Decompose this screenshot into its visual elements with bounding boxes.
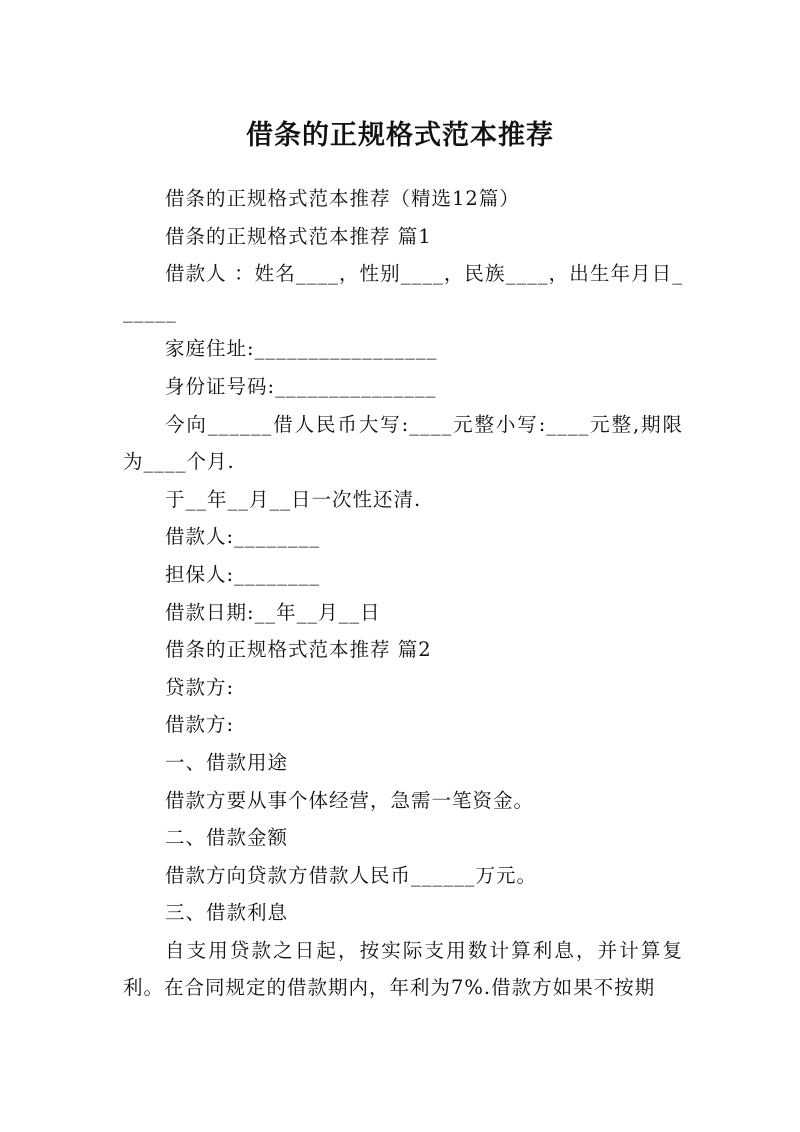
borrower-party-line: 借款方: (165, 713, 235, 737)
borrower-details-line: 借款人 ：姓名____，性别____，民族____，出生年月日______ (123, 262, 683, 323)
guarantor-signature-line: 担保人:________ (165, 562, 321, 586)
home-address-line: 家庭住址:_________________ (165, 337, 438, 361)
borrower-signature-line: 借款人:________ (165, 525, 321, 549)
loan-date-line: 借款日期:__年__月__日 (165, 600, 381, 624)
clause-heading-interest: 三、借款利息 (165, 901, 289, 925)
clause-heading-purpose: 一、借款用途 (165, 750, 289, 774)
clause-text-interest: 自支用贷款之日起，按实际支用数计算利息，并计算复利。在合同规定的借款期内，年利为7%.借款方如果不按期 (123, 938, 683, 1000)
id-number-line: 身份证号码:_______________ (165, 374, 437, 398)
document-title: 借条的正规格式范本推荐 (246, 120, 554, 152)
paragraph-collection-heading: 借条的正规格式范本推荐（精选12篇） (165, 187, 520, 210)
clause-heading-amount: 二、借款金额 (165, 826, 289, 850)
loan-amount-line: 今向______借人民币大写:____元整小写:____元整,期限为____个月. (123, 412, 683, 474)
lender-line: 贷款方: (165, 675, 235, 699)
section-heading-2: 借条的正规格式范本推荐 篇2 (165, 638, 432, 662)
repayment-date-line: 于__年__月__日一次性还清. (165, 487, 422, 511)
clause-text-amount: 借款方向贷款方借款人民币______万元。 (165, 863, 538, 887)
clause-text-purpose: 借款方要从事个体经营，急需一笔资金。 (165, 788, 535, 812)
section-heading-1: 借条的正规格式范本推荐 篇1 (165, 224, 432, 248)
document-body (123, 180, 683, 1007)
